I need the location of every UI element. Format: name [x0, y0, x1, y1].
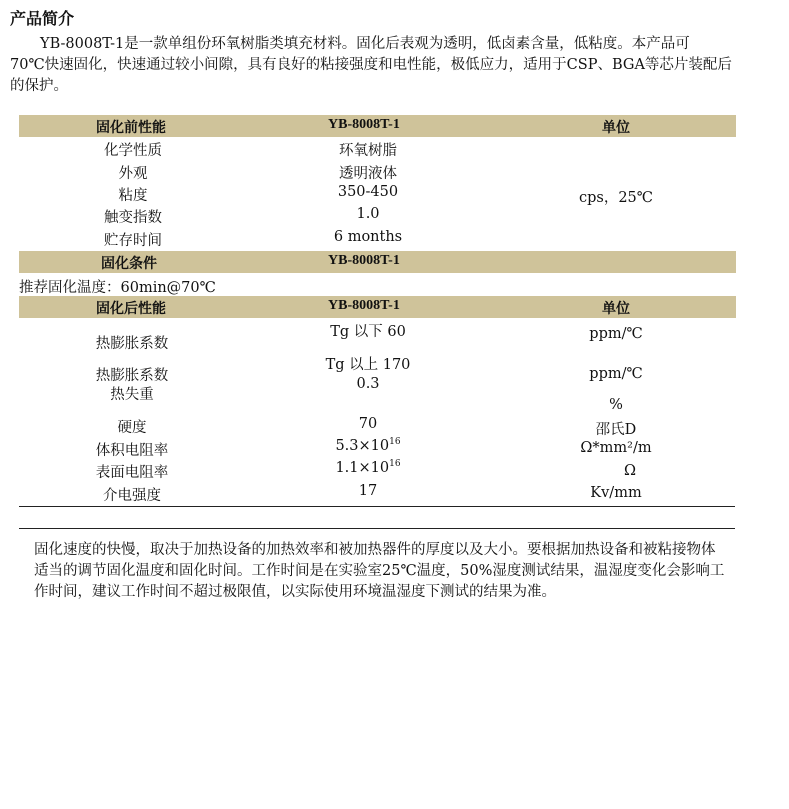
post-cure-unit: Kv/mm: [590, 485, 642, 501]
post-cure-value: [258, 460, 478, 476]
intro-line: 的保护。: [10, 78, 68, 94]
post-cure-property: 介电强度: [103, 488, 161, 504]
pre-cure-property: 粘度: [118, 188, 148, 204]
pre-cure-value: 1.0: [356, 206, 380, 222]
cure-header-product: YB-8008T-1: [328, 253, 400, 268]
post-cure-header-unit: 单位: [602, 301, 630, 317]
value-base: 1.1×10: [335, 460, 390, 476]
value-base: 5.3×10: [335, 438, 390, 454]
value-exponent: 16: [389, 459, 401, 470]
pre-cure-header-product: YB-8008T-1: [328, 117, 400, 132]
post-cure-value: 70: [358, 416, 378, 432]
pre-cure-property: 触变指数: [104, 210, 162, 226]
post-cure-property: 热膨胀系数: [95, 368, 169, 384]
intro-paragraph: [10, 34, 750, 97]
post-cure-header-property: 固化后性能: [96, 301, 166, 317]
pre-cure-property: 外观: [118, 166, 148, 182]
post-cure-value: 17: [358, 483, 378, 499]
pre-cure-value: 环氧树脂: [339, 143, 397, 159]
post-cure-header-product: YB-8008T-1: [328, 298, 400, 313]
post-cure-value: Tg 以上 170: [325, 357, 411, 373]
table-top-rule: [19, 506, 735, 507]
post-cure-property: 热膨胀系数: [95, 336, 169, 352]
post-cure-value: Tg 以下 60: [330, 324, 406, 340]
intro-line: YB-8008T-1是一款单组份环氧树脂类填充材料。固化后表观为透明，低卤素含量，低粘度。本产品可: [40, 36, 690, 52]
post-cure-unit: ppm/℃: [589, 366, 643, 382]
section-title: 产品简介: [10, 9, 75, 28]
post-cure-value: 0.3: [356, 376, 380, 392]
post-cure-unit: 邵氏D: [595, 422, 637, 438]
post-cure-property: 硬度: [117, 420, 147, 436]
cure-recommendation: 推荐固化温度：60min@70℃: [19, 280, 216, 296]
post-cure-unit: Ω*mm²/m: [580, 440, 652, 456]
post-cure-value: [258, 438, 478, 454]
table-bottom-rule: [19, 528, 735, 529]
pre-cure-property: 贮存时间: [104, 233, 162, 249]
pre-cure-value: 350-450: [337, 184, 399, 200]
intro-line: 70℃快速固化，快速通过较小间隙，具有良好的粘接强度和电性能，极低应力，适用于CSP、BGA等芯片装配后: [10, 57, 732, 73]
viscosity-unit: cps，25℃: [578, 190, 653, 206]
post-cure-property: 热失重: [110, 387, 154, 403]
post-cure-unit: Ω: [623, 463, 637, 479]
pre-cure-value: 透明液体: [339, 166, 397, 182]
pre-cure-property: 化学性质: [104, 143, 162, 159]
footer-note: [34, 540, 754, 603]
post-cure-property: 体积电阻率: [95, 443, 169, 459]
footer-line: 适当的调节固化温度和固化时间。工作时间是在实验室25℃温度，50%湿度测试结果，温湿度变化会影响工: [34, 563, 725, 579]
cure-header-label: 固化条件: [101, 256, 157, 272]
value-exponent: 16: [389, 437, 401, 448]
pre-cure-header-property: 固化前性能: [96, 120, 166, 136]
pre-cure-value: 6 months: [333, 229, 403, 245]
footer-line: 作时间，建议工作时间不超过极限值，以实际使用环境温湿度下测试的结果为准。: [34, 584, 556, 600]
post-cure-unit: %: [609, 397, 623, 413]
post-cure-property: 表面电阻率: [95, 465, 169, 481]
footer-line: 固化速度的快慢，取决于加热设备的加热效率和被加热器件的厚度以及大小。要根据加热设备和被粘接物体: [34, 542, 716, 558]
pre-cure-header-unit: 单位: [602, 120, 630, 136]
post-cure-unit: ppm/℃: [589, 326, 643, 342]
